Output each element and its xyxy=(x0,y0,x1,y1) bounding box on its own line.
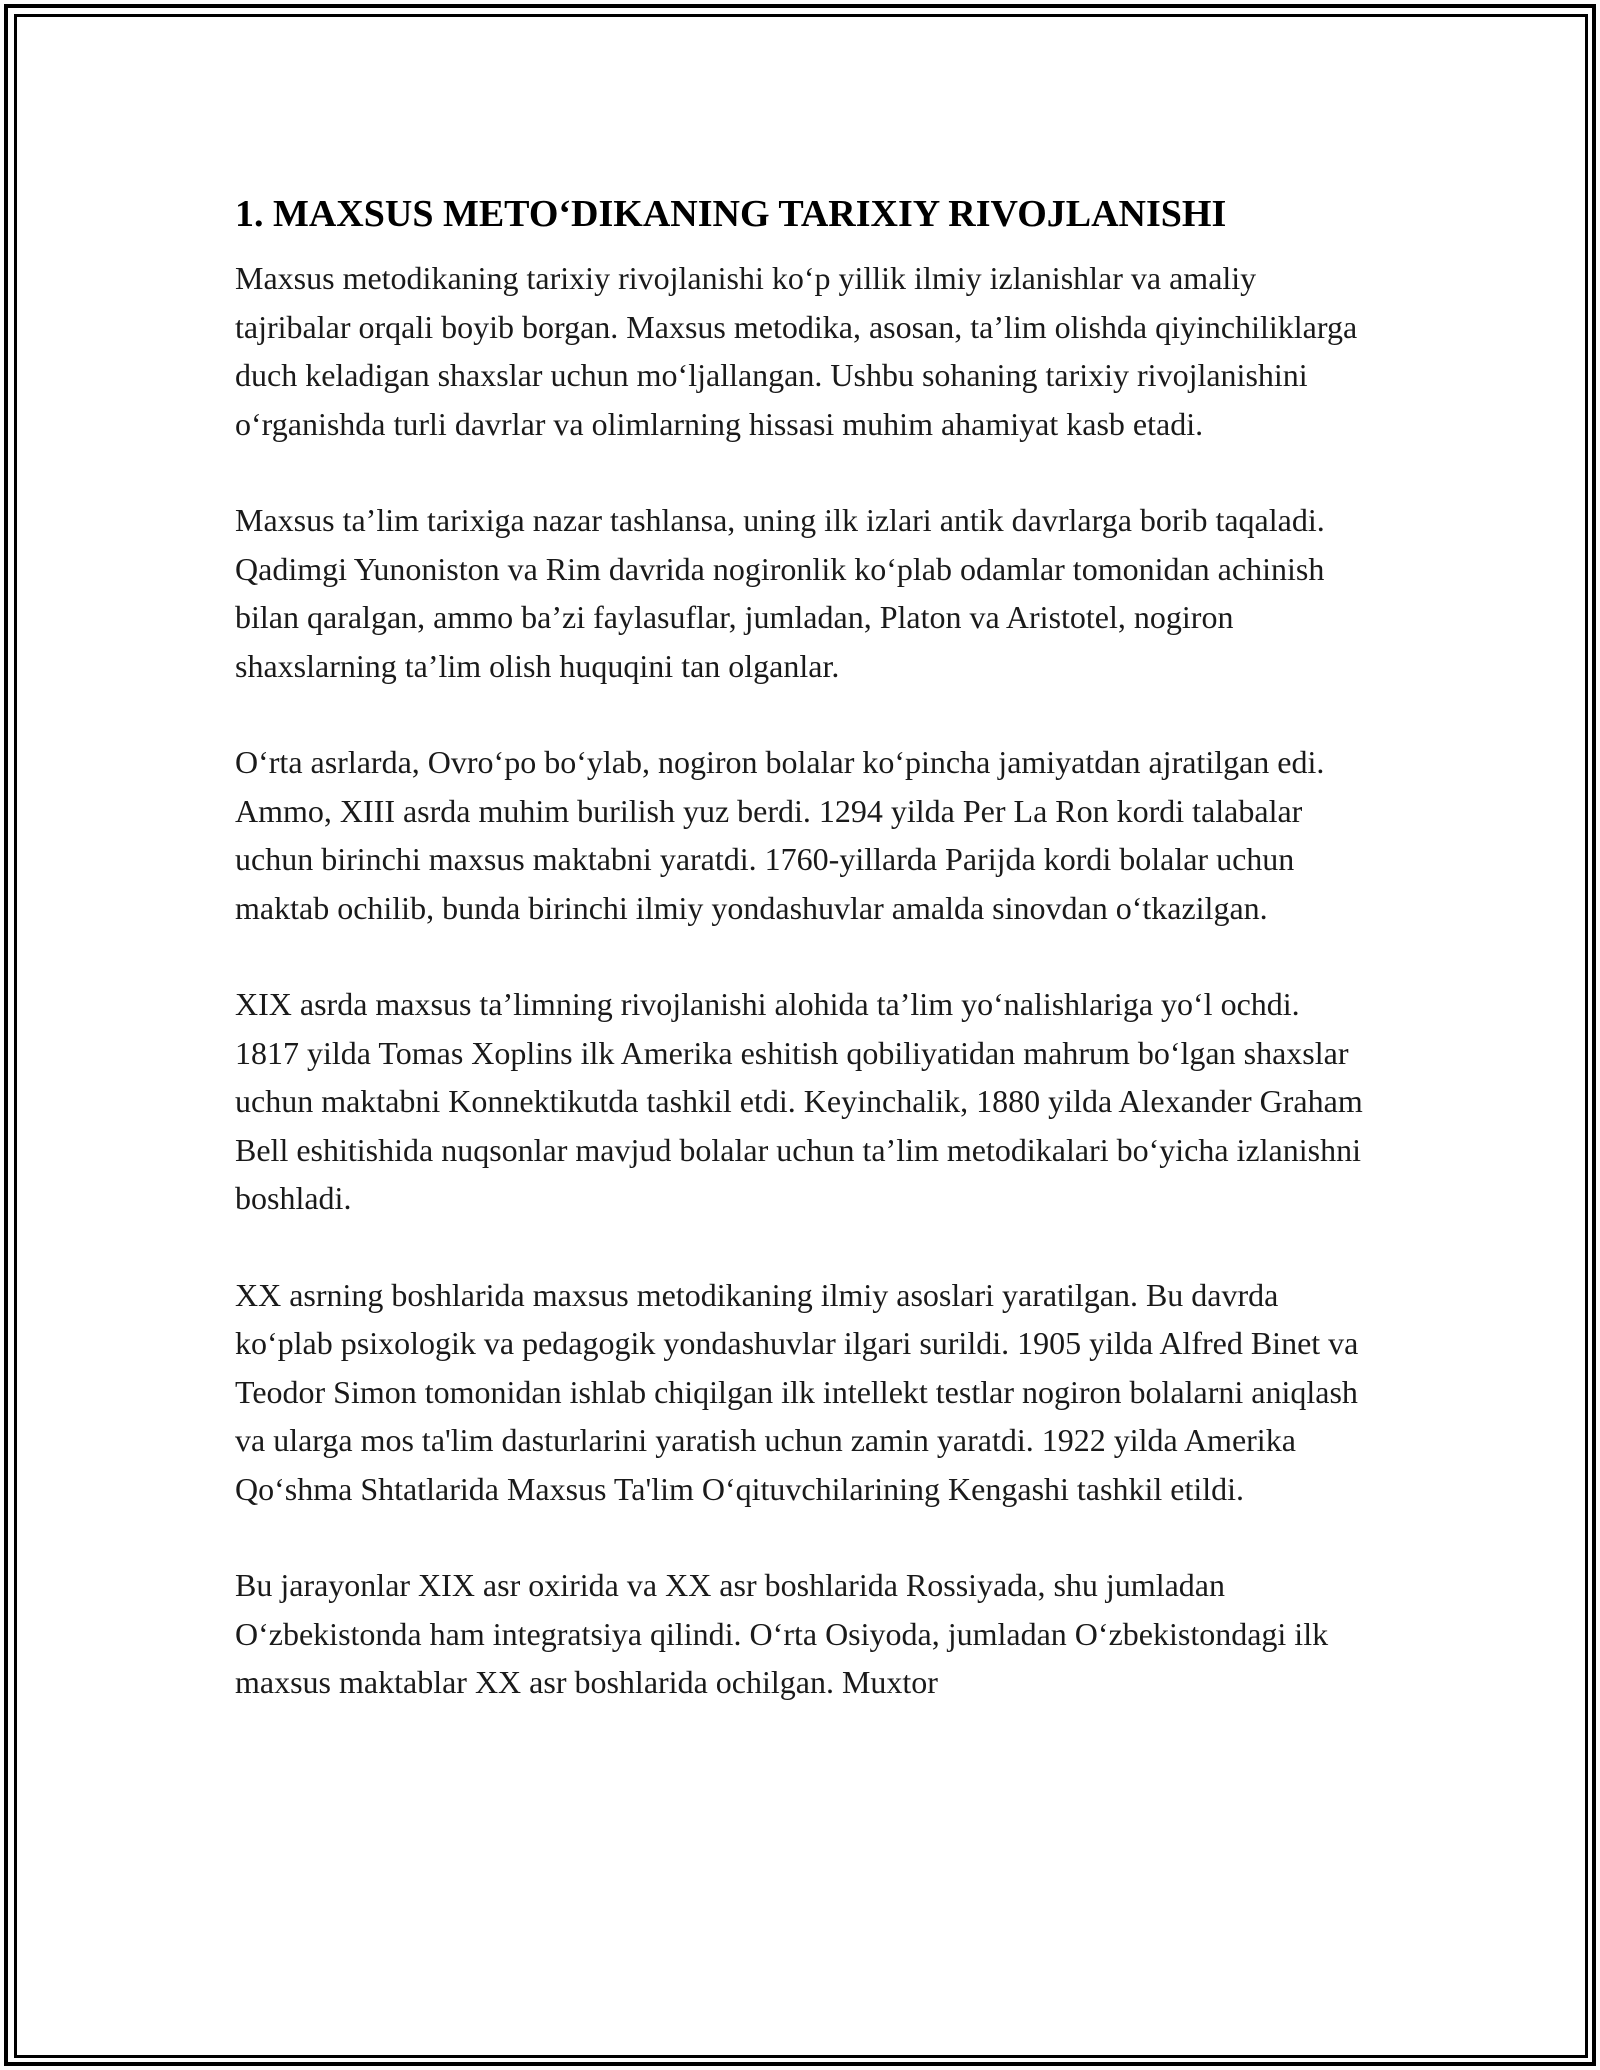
paragraph-3: O‘rta asrlarda, Ovro‘po bo‘ylab, nogiron bolalar ko‘pincha jamiyatdan ajratilgan edi. Ammo, XIII asrda muhim burilish yuz berdi. 1294 yilda Per La Ron kordi talabalar uchun birinchi maxsus maktabni yaratdi. 1760-yillarda Parijda kordi bolalar uchun maktab ochilib, bunda birinchi ilmiy yondashuvlar amalda sinovdan o‘tkazilgan. xyxy=(235,744,1325,926)
paragraph-2: Maxsus ta’lim tarixiga nazar tashlansa, uning ilk izlari antik davrlarga borib taqaladi. Qadimgi Yunoniston va Rim davrida nogironlik ko‘plab odamlar tomonidan achinish bilan qaralgan, ammo ba’zi faylasuflar, jumladan, Platon va Aristotel, nogiron shaxslarning ta’lim olish huquqini tan olganlar. xyxy=(235,502,1325,684)
paragraph-6: Bu jarayonlar XIX asr oxirida va XX asr boshlarida Rossiyada, shu jumladan O‘zbekistonda ham integratsiya qilindi. O‘rta Osiyoda, jumladan O‘zbekistondagi ilk maxsus maktablar XX asr boshlarida ochilgan. Muxtor xyxy=(235,1567,1329,1700)
paragraph-5: XX asrning boshlarida maxsus metodikaning ilmiy asoslari yaratilgan. Bu davrda ko‘plab psixologik va pedagogik yondashuvlar ilgari surildi. 1905 yilda Alfred Binet va Teodor Simon tomonidan ishlab chiqilgan ilk intellekt testlar nogiron bolalarni aniqlash va ularga mos ta'lim dasturlarini yaratish uchun zamin yaratdi. 1922 yilda Amerika Qo‘shma Shtatlarida Maxsus Ta'lim O‘qituvchilarining Kengashi tashkil etildi. xyxy=(235,1276,1359,1507)
paragraph-4: XIX asrda maxsus ta’limning rivojlanishi alohida ta’lim yo‘nalishlariga yo‘l ochdi. 1817 yilda Tomas Xoplins ilk Amerika eshitish qobiliyatidan mahrum bo‘lgan shaxslar uchun maktabni Konnektikutda tashkil etdi. Keyinchalik, 1880 yilda Alexander Graham Bell eshitishida nuqsonlar mavjud bolalar uchun ta’lim metodikalari bo‘yicha izlanishni boshladi. xyxy=(235,986,1363,1216)
document-body xyxy=(235,188,1370,1755)
paragraph-1: Maxsus metodikaning tarixiy rivojlanishi ko‘p yillik ilmiy izlanishlar va amaliy tajribalar orqali boyib borgan. Maxsus metodika, asosan, ta’lim olishda qiyinchiliklarga duch keladigan shaxslar uchun mo‘ljallangan. Ushbu sohaning tarixiy rivojlanishini o‘rganishda turli davrlar va olimlarning hissasi muhim ahamiyat kasb etadi. xyxy=(235,260,1358,442)
document-title: 1. MAXSUS METO‘DIKANING TARIXIY RIVOJLANISHI xyxy=(235,193,1227,235)
